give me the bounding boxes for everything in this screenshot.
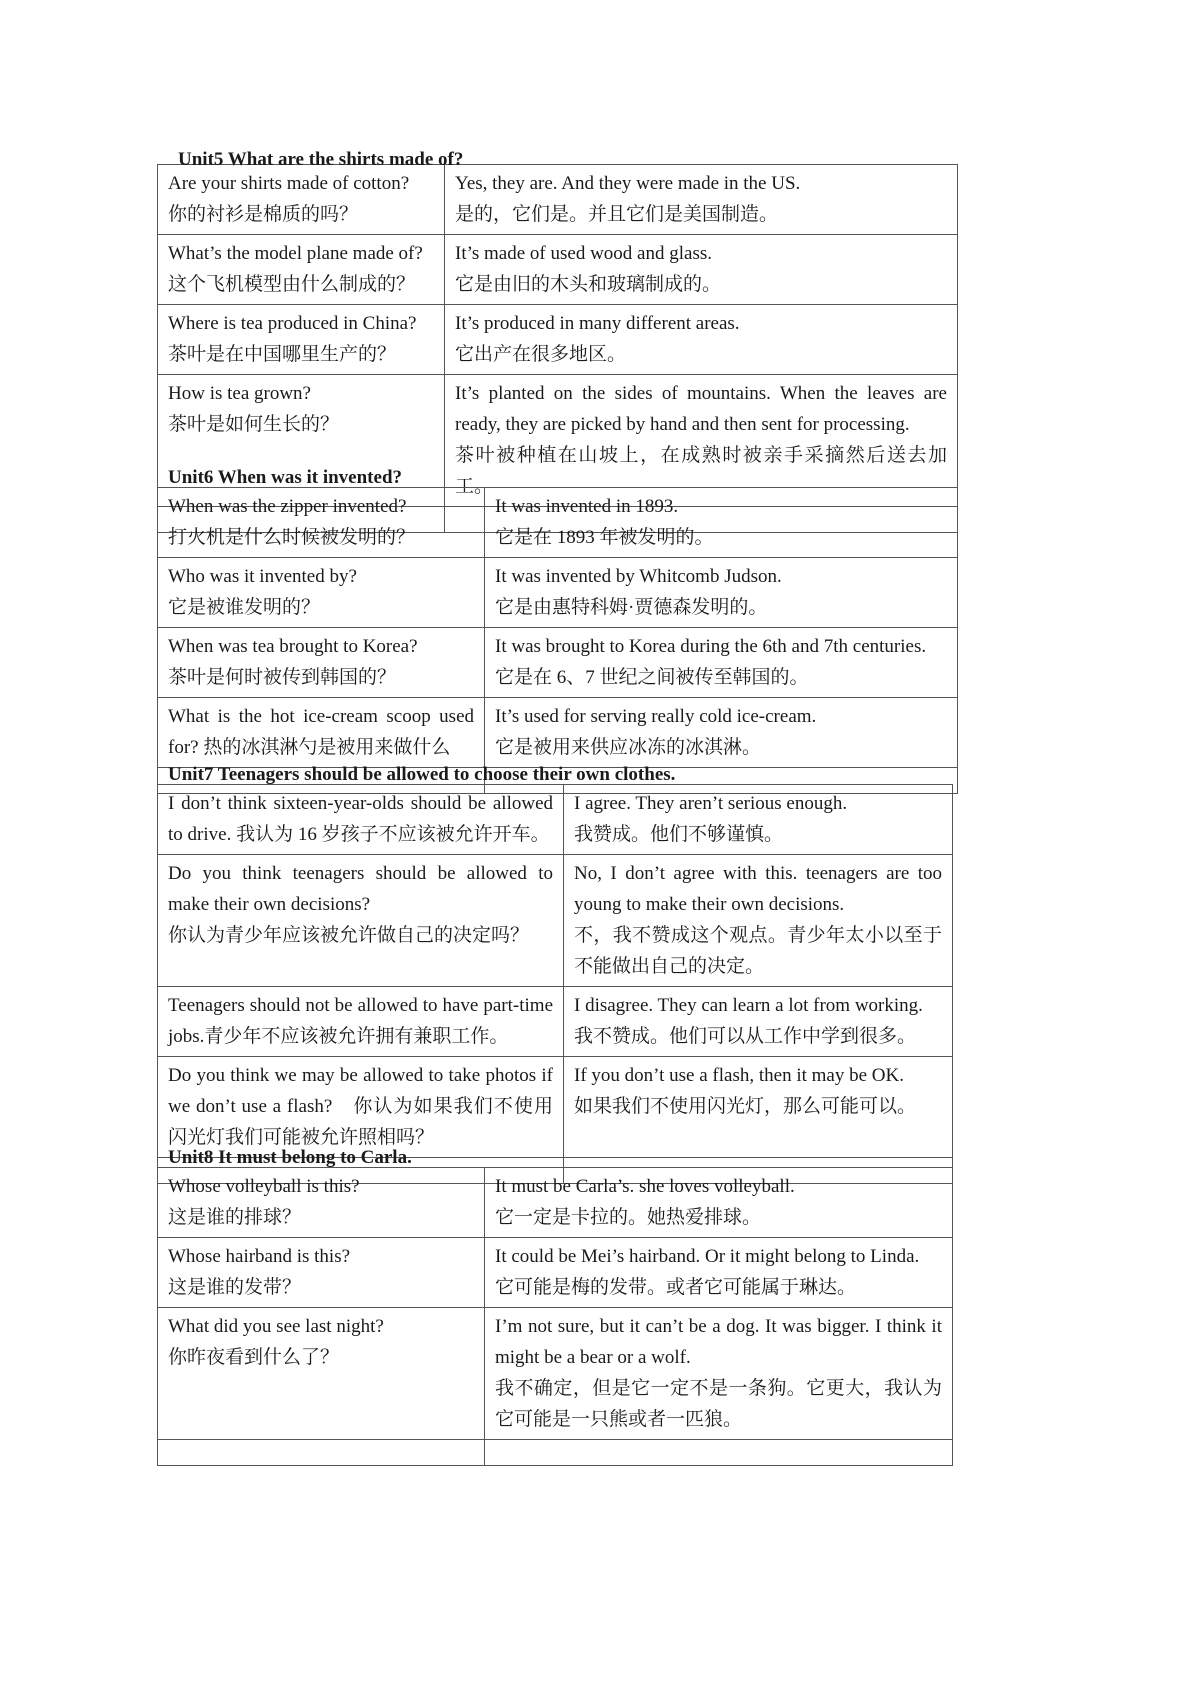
question-en: When was the zipper invented?	[168, 496, 407, 517]
table-row	[158, 698, 958, 768]
unit-title: Unit5 What are the shirts made of?	[178, 149, 464, 170]
answer-en: It’s used for serving really cold ice-cream.	[495, 706, 817, 727]
answer-cell	[445, 165, 958, 235]
answer-en: It was invented in 1893.	[495, 496, 679, 517]
answer-en: I disagree. They can learn a lot from working.	[574, 995, 923, 1016]
answer-cell	[564, 1057, 953, 1158]
answer-zh: 它是在 6、7 世纪之间被传至韩国的。	[495, 667, 809, 688]
answer-cell	[485, 1168, 953, 1238]
unit8-section	[157, 1146, 953, 1466]
table-row	[158, 987, 953, 1057]
answer-zh: 茶叶被种植在山坡上，在成熟时被亲手采摘然后送去加工。	[455, 445, 947, 497]
answer-cell	[564, 785, 953, 855]
answer-en: It’s planted on the sides of mountains. When the leaves are ready, they are picked by hand and then sent for processing.	[455, 383, 947, 435]
question-en: What did you see last night?	[168, 1316, 384, 1337]
answer-en: It could be Mei’s hairband. Or it might belong to Linda.	[495, 1246, 920, 1267]
question-cell	[158, 698, 485, 768]
question-cell	[158, 1238, 485, 1308]
table-row	[158, 165, 958, 235]
answer-en: It must be Carla’s. she loves volleyball.	[495, 1176, 795, 1197]
question-en: Whose hairband is this?	[168, 1246, 351, 1267]
answer-cell	[485, 558, 958, 628]
table-row	[158, 1238, 953, 1308]
answer-zh: 它出产在很多地区。	[455, 344, 627, 365]
qa-table	[157, 487, 958, 794]
question-cell	[158, 1168, 485, 1238]
answer-cell	[485, 1308, 953, 1440]
answer-zh: 它是被用来供应冰冻的冰淇淋。	[495, 737, 762, 758]
question-zh: 这是谁的排球？	[168, 1207, 302, 1228]
table-row	[158, 558, 958, 628]
qa-table	[157, 784, 953, 1184]
answer-en: I’m not sure, but it can’t be a dog. It was bigger. I think it might be a bear or a wolf.	[495, 1316, 942, 1368]
answer-cell	[485, 488, 958, 558]
answer-en: It was brought to Korea during the 6th and 7th centuries.	[495, 636, 927, 657]
answer-cell	[445, 305, 958, 375]
table-row	[158, 628, 958, 698]
question-zh: 你昨夜看到什么了？	[168, 1347, 340, 1368]
question-en: How is tea grown?	[168, 383, 311, 404]
answer-en: No, I don’t agree with this. teenagers are too young to make their own decisions.	[574, 863, 942, 915]
question-cell	[158, 987, 564, 1057]
answer-en: It’s produced in many different areas.	[455, 313, 740, 334]
question-cell	[158, 165, 445, 235]
answer-zh: 它是由惠特科姆·贾德森发明的。	[495, 597, 768, 618]
question-en: What’s the model plane made of?	[168, 243, 423, 264]
question-zh: 你认为青少年应该被允许做自己的决定吗？	[168, 925, 530, 946]
answer-en: I agree. They aren’t serious enough.	[574, 793, 848, 814]
answer-zh: 是的，它们是。并且它们是美国制造。	[455, 204, 779, 225]
table-row	[158, 305, 958, 375]
question-zh: 茶叶是如何生长的？	[168, 414, 340, 435]
table-row	[158, 785, 953, 855]
empty-row	[158, 1440, 953, 1466]
answer-zh: 如果我们不使用闪光灯，那么可能可以。	[574, 1096, 917, 1117]
question-zh: 打火机是什么时候被发明的？	[168, 527, 416, 548]
question-cell	[158, 1057, 564, 1158]
qa-table	[157, 1167, 953, 1466]
question-cell	[158, 628, 485, 698]
question-en: When was tea brought to Korea?	[168, 636, 418, 657]
answer-zh: 它是由旧的木头和玻璃制成的。	[455, 274, 722, 295]
answer-en: Yes, they are. And they were made in the US.	[455, 173, 801, 194]
answer-cell	[564, 855, 953, 987]
unit7-section	[157, 763, 953, 1184]
table-row	[158, 488, 958, 558]
question-en: Whose volleyball is this?	[168, 1176, 360, 1197]
answer-zh: 我不确定，但是它一定不是一条狗。它更大，我认为它可能是一只熊或者一匹狼。	[495, 1378, 942, 1430]
question-cell	[158, 785, 564, 855]
question-text: What is the hot ice-cream scoop used for? 热的冰淇淋勺是被用来做什么	[168, 706, 474, 758]
table-row	[158, 1308, 953, 1440]
unit-title: Unit7 Teenagers should be allowed to choose their own clothes.	[168, 764, 676, 785]
question-cell	[158, 235, 445, 305]
answer-zh: 它可能是梅的发带。或者它可能属于琳达。	[495, 1277, 857, 1298]
answer-en: It’s made of used wood and glass.	[455, 243, 712, 264]
question-cell	[158, 558, 485, 628]
question-cell	[158, 855, 564, 987]
table-row	[158, 235, 958, 305]
question-text: Do you think we may be allowed to take photos if we don’t use a flash? 你认为如果我们不使用闪光灯我们可能被允许照相吗？	[168, 1065, 553, 1148]
question-zh: 它是被谁发明的？	[168, 597, 321, 618]
question-cell	[158, 305, 445, 375]
question-zh: 茶叶是在中国哪里生产的？	[168, 344, 397, 365]
question-en: Who was it invented by?	[168, 566, 357, 587]
question-text: I don’t think sixteen-year-olds should be allowed to drive. 我认为 16 岁孩子不应该被允许开车。	[168, 793, 553, 845]
question-zh: 这个飞机模型由什么制成的？	[168, 274, 416, 295]
answer-cell	[485, 1238, 953, 1308]
answer-zh: 我不赞成。他们可以从工作中学到很多。	[574, 1026, 917, 1047]
question-cell	[158, 488, 485, 558]
answer-cell	[485, 628, 958, 698]
answer-zh: 不，我不赞成这个观点。青少年太小以至于不能做出自己的决定。	[574, 925, 942, 977]
question-zh: 你的衬衫是棉质的吗？	[168, 204, 359, 225]
question-en: Do you think teenagers should be allowed to make their own decisions?	[168, 863, 553, 915]
answer-zh: 它是在 1893 年被发明的。	[495, 527, 714, 548]
question-text: Teenagers should not be allowed to have part-time jobs.青少年不应该被允许拥有兼职工作。	[168, 995, 553, 1047]
unit-title: Unit6 When was it invented?	[168, 467, 403, 488]
answer-zh: 它一定是卡拉的。她热爱排球。	[495, 1207, 762, 1228]
answer-cell	[564, 987, 953, 1057]
question-en: Are your shirts made of cotton?	[168, 173, 410, 194]
question-cell	[158, 1308, 485, 1440]
answer-cell	[485, 698, 958, 768]
answer-en: If you don’t use a flash, then it may be OK.	[574, 1065, 904, 1086]
table-row	[158, 1057, 953, 1158]
answer-cell	[445, 235, 958, 305]
unit-title: Unit8 It must belong to Carla.	[168, 1147, 412, 1168]
table-row	[158, 1168, 953, 1238]
question-en: Where is tea produced in China?	[168, 313, 417, 334]
unit6-section	[157, 466, 958, 794]
question-zh: 茶叶是何时被传到韩国的？	[168, 667, 397, 688]
answer-en: It was invented by Whitcomb Judson.	[495, 566, 782, 587]
table-row	[158, 855, 953, 987]
question-zh: 这是谁的发带？	[168, 1277, 302, 1298]
answer-zh: 我赞成。他们不够谨慎。	[574, 824, 784, 845]
